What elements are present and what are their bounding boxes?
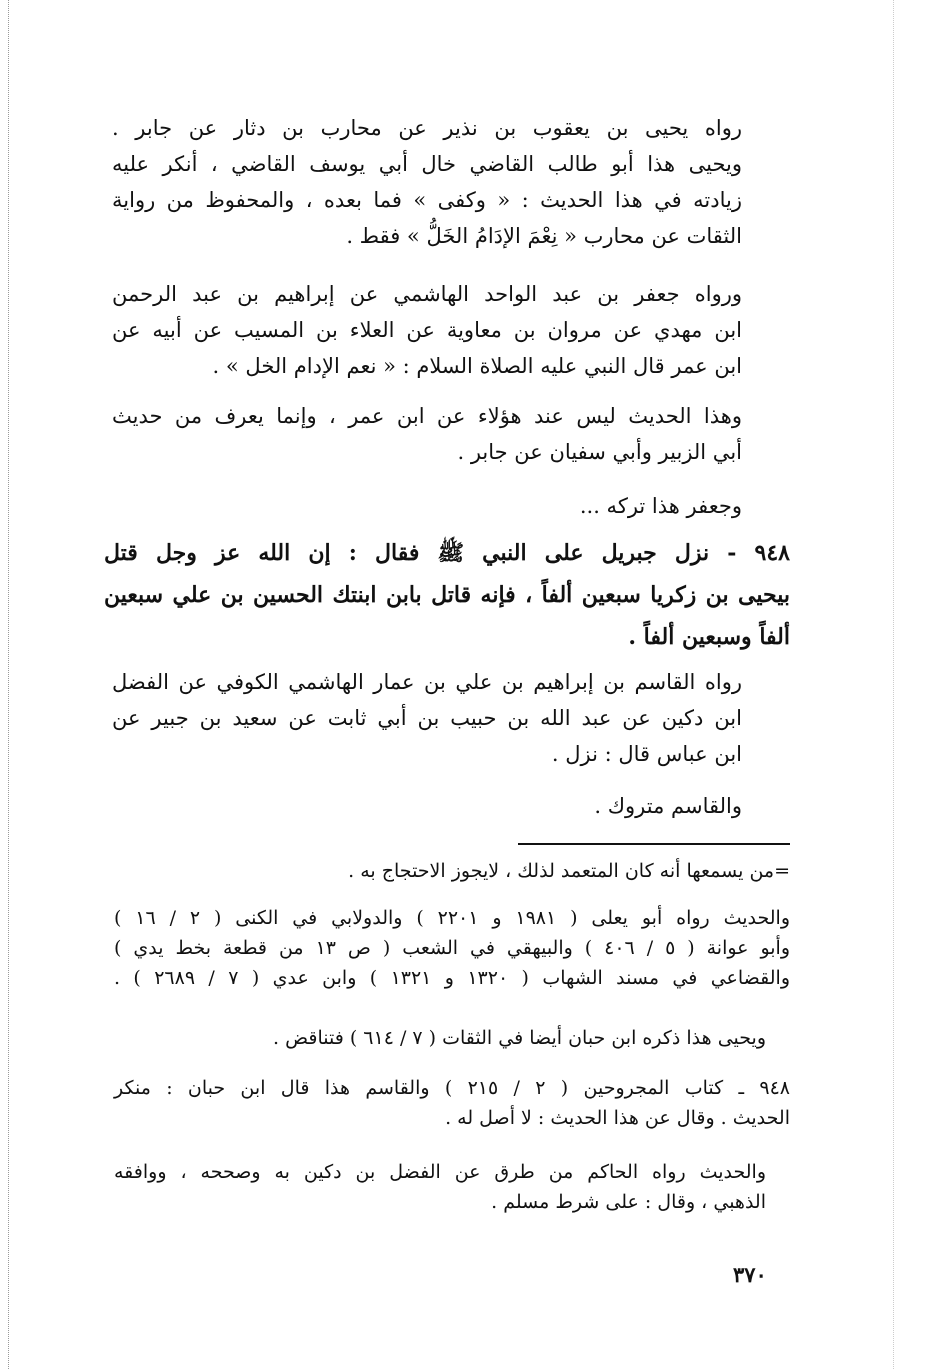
footnote-line: ويحيى هذا ذكره ابن حبان أيضا في الثقات ( ٧ / ٦١٤ ) فتناقض . [273, 1027, 766, 1049]
paragraph-3 [112, 398, 742, 470]
footnote-line: والقضاعي في مسند الشهاب ( ١٣٢٠ و ١٣٢١ ) وابن عدي ( ٧ / ٢٦٨٩ ) . [114, 967, 790, 989]
page-edge-left [8, 0, 10, 1369]
footnote-3 [186, 1023, 766, 1053]
footnote-separator [518, 843, 790, 845]
hadith-line: ألفاً وسبعين ألفاً . [628, 624, 790, 650]
footnote-line: والحديث رواه الحاكم من طرق عن الفضل بن دكين به وصححه ، ووافقه [114, 1161, 766, 1183]
text-line: ورواه جعفر بن عبد الواحد الهاشمي عن إبراهيم بن عبد الرحمن [112, 282, 742, 306]
text-line: زيادته في هذا الحديث : « وكفى » فما بعده ، والمحفوظ من رواية [112, 188, 742, 212]
text-line: رواه يحيى بن يعقوب بن نذير عن محارب بن دثار عن جابر . [112, 116, 742, 140]
text-line: ويحيى هذا أبو طالب القاضي خال أبي يوسف القاضي ، أنكر عليه [112, 152, 742, 176]
text-line: الثقات عن محارب « نِعْمَ الإدَامُ الخَلُّ » فقط . [346, 224, 742, 248]
paragraph-5 [112, 664, 742, 772]
text-line: رواه القاسم بن إبراهيم بن علي بن عمار الهاشمي الكوفي عن الفضل [112, 670, 742, 694]
footnote-1 [296, 856, 790, 886]
footnote-line: الذهبي ، وقال : على شرط مسلم . [491, 1191, 766, 1213]
text-line: ابن دكين عن عبد الله بن حبيب بن أبي ثابت عن سعيد بن جبير عن [112, 706, 742, 730]
footnote-4 [114, 1073, 790, 1133]
footnote-5 [114, 1157, 766, 1217]
paragraph-6 [112, 788, 742, 824]
footnote-line: =من يسمعها أنه كان المتعمد لذلك ، لايجوز الاحتجاج به . [348, 860, 790, 882]
footnote-line: وأبو عوانة ( ٥ / ٤٠٦ ) والبيهقي في الشعب ( ص ١٣ من قطعة بخط يدي ) [114, 937, 791, 959]
text-line: ابن عباس قال : نزل . [551, 742, 742, 766]
paragraph-2 [112, 276, 742, 384]
text-line: والقاسم متروك . [594, 794, 742, 818]
page-edge-right [893, 0, 895, 1369]
text-line: ابن مهدي عن مروان بن معاوية عن العلاء بن المسيب عن أبيه عن [112, 318, 742, 342]
paragraph-4 [112, 488, 742, 524]
hadith-line: ٩٤٨ - نزل جبريل على النبي ﷺ فقال : إن الله عز وجل قتل [104, 540, 790, 566]
paragraph-1 [112, 110, 742, 254]
text-line: وجعفر هذا تركه ... [579, 494, 742, 518]
footnote-line: ٩٤٨ ـ كتاب المجروحين ( ٢ / ٢١٥ ) والقاسم هذا قال ابن حبان : منكر [114, 1077, 790, 1099]
page-number: ٣٧٠ [733, 1262, 767, 1287]
footnote-line: والحديث رواه أبو يعلى ( ١٩٨١ و ٢٢٠١ ) والدولابي في الكنى ( ٢ / ١٦ ) [114, 907, 791, 929]
text-line: ابن عمر قال النبي عليه الصلاة السلام : « نعم الإدام الخل » . [212, 354, 742, 378]
footnote-2 [114, 903, 790, 993]
text-line: وهذا الحديث ليس عند هؤلاء عن ابن عمر ، وإنما يعرف من حديث [112, 404, 742, 428]
text-line: أبي الزبير وأبي سفيان عن جابر . [457, 440, 742, 464]
footnote-line: الحديث . وقال عن هذا الحديث : لا أصل له . [445, 1107, 790, 1129]
hadith-948 [104, 532, 790, 658]
hadith-line: بيحيى بن زكريا سبعين ألفاً ، فإنه قاتل بابن ابنتك الحسين بن علي سبعين [104, 582, 790, 608]
